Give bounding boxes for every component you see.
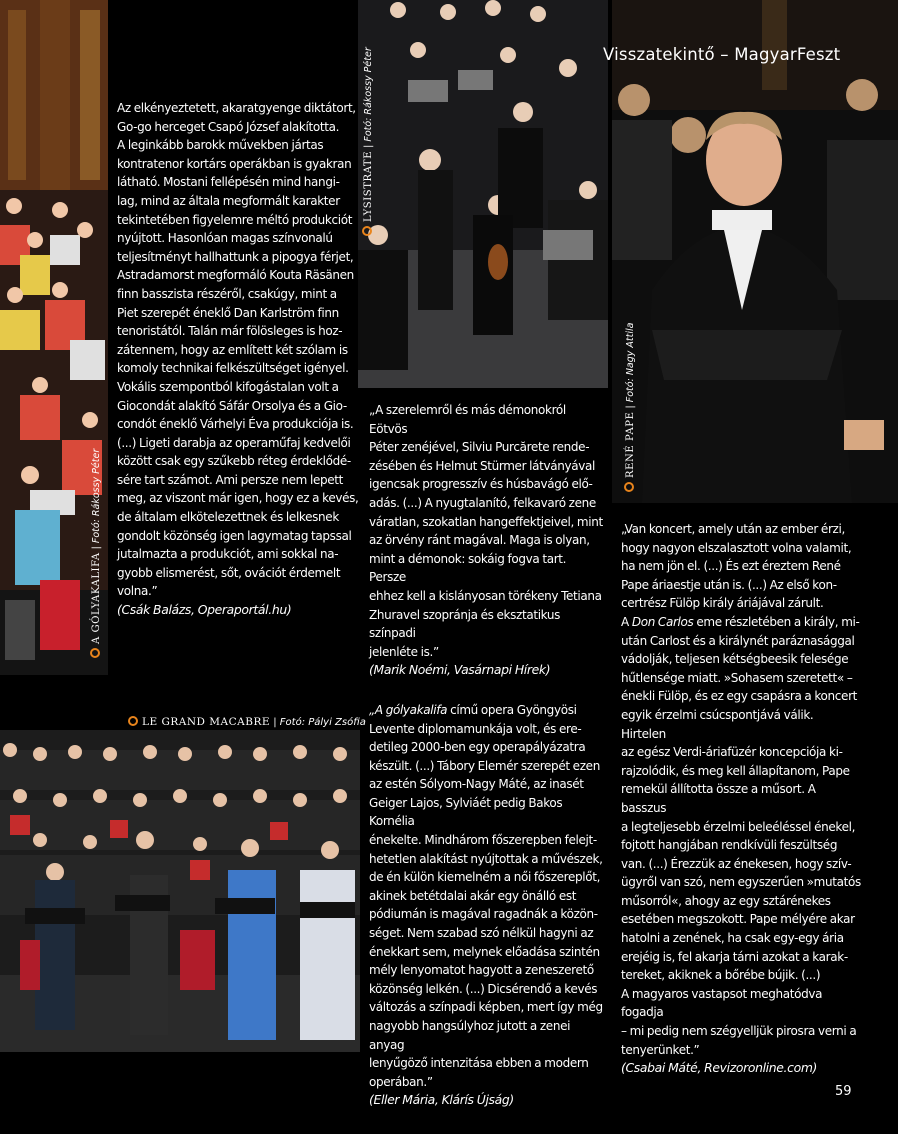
review-line: Piet szerepét éneklő Dan Karlström finn	[117, 305, 339, 320]
caption-separator: |	[270, 717, 280, 728]
photo-rene-pape	[612, 0, 898, 503]
review-line: után Carlost és a királynét paráznasággal	[621, 633, 855, 648]
review-line: teljesítményt hallhattunk a pipogya férjet,	[117, 249, 354, 264]
review-line: komoly technikai felkészültséget igényel.	[117, 361, 349, 376]
review-line: fojtott hangjában rendkívüli feszültség	[621, 838, 838, 853]
review-line: Az elkényeztetett, akaratgyenge diktátort,	[117, 101, 356, 115]
review-line: készült. (...) Tábory Elemér szerepét ezen	[369, 758, 600, 773]
review-line: Levente diplomamunkája volt, és ere-	[369, 721, 582, 736]
review-line: detileg 2000-ben egy operapályázatra	[369, 740, 586, 755]
review-line: „Van koncert, amely után az ember érzi,	[621, 522, 845, 536]
caption-bullet-icon	[362, 226, 372, 236]
review-line: váratlan, szokatlan hangeffektjeivel, mint	[369, 514, 603, 529]
review-line: Vokális szempontból kifogástalan volt a	[117, 379, 339, 394]
review-line: Pape áriaestje után is. (...) Az első kon-	[621, 577, 837, 592]
review-line: mély lenyomatot hagyott a zeneszerető	[369, 963, 594, 978]
review-line: Go-go herceget Csapó József alakította.	[117, 119, 340, 134]
review-line: igencsak progresszív és húsbavágó elő-	[369, 477, 593, 492]
review-line: ügyről van szó, nem egyszerűen »mutatós	[621, 875, 861, 890]
review-line: volna.”	[117, 584, 158, 599]
review-line: „A gólyakalifa című opera Gyöngyösi	[369, 702, 577, 717]
review-line: – mi pedig nem szégyelljük pirosra verni a	[621, 1024, 857, 1039]
review-line: nyújtott. Hasonlóan magas színvonalú	[117, 231, 333, 246]
caption-separator: |	[91, 543, 102, 553]
review-line: kontratenor kortárs operákban is gyakran	[117, 156, 352, 171]
page-number: 59	[835, 1084, 852, 1099]
review-line: tenoristától. Talán már fölösleges is hoz-	[117, 324, 343, 339]
caption-bullet-icon	[624, 482, 634, 492]
review-line: condót éneklő Várhelyi Éva produkciója is.	[117, 417, 354, 432]
review-line: nagyobb hangsúlyhoz jutott a zenei anyag	[369, 1019, 571, 1052]
review-line: A Don Carlos eme részletében a király, mi-	[621, 614, 860, 629]
caption-title: A GÓLYAKALIFA	[91, 552, 102, 644]
caption-credit: Fotó: Pályi Zsófia	[279, 717, 366, 728]
review-line: Péter zenéjével, Silviu Purcărete rende-	[369, 440, 590, 455]
photo-le-grand-macabre	[0, 730, 360, 1052]
review-line: hogy nagyon elszalasztott volna valamit,	[621, 540, 852, 555]
review-line: lenyűgöző intenzitása ebben a modern	[369, 1056, 589, 1071]
caption-credit: Fotó: Nagy Attila	[625, 322, 636, 403]
review-line: énekelte. Mindhárom főszerepben felejt-	[369, 833, 597, 848]
caption-golyakalifa	[90, 449, 102, 658]
caption-bullet-icon	[90, 648, 100, 658]
review-source: (Csák Balázs, Operaportál.hu)	[117, 602, 292, 618]
caption-le-grand-macabre	[128, 716, 366, 728]
caption-separator: |	[625, 402, 636, 412]
review-line: rajzolódik, és meg kell állapítanom, Pape	[621, 763, 850, 778]
review-line: remekül állította össze a műsort. A basszus	[621, 782, 816, 815]
review-line: egyik érzelmi csúcspontjává válik. Hirtelen	[621, 707, 814, 741]
review-line: énekli Fülöp, és ez egy csapásra a koncert	[621, 689, 858, 704]
review-line: meg, az viszont már igen, hogy ez a kevés,	[117, 491, 359, 506]
review-line: „A szerelemről és más démonokról Eötvös	[369, 403, 566, 436]
review-line: énekkart sem, melynek előadása szintén	[369, 944, 600, 959]
review-line: az estén Sólyom-Nagy Máté, az inasét	[369, 777, 584, 792]
review-source: (Eller Mária, Klárís Újság)	[369, 1092, 514, 1108]
review-line: mint a démonok: sokáig fogva tart. Persze	[369, 551, 567, 585]
review-line: zátennem, hogy az említett két szólam is	[117, 342, 348, 357]
review-line: közönség lelkén. (...) Dicsérendő a kevés	[369, 981, 598, 996]
review-source: (Csabai Máté, Revizoronline.com)	[621, 1060, 818, 1076]
review-line: Geiger Lajos, Sylviáét pedig Bakos Kornélia	[369, 795, 563, 829]
review-line: tenyerünket.”	[621, 1042, 700, 1057]
review-line: látható. Mostani fellépésén mind hangi-	[117, 175, 340, 190]
review-line: vádolják, teljesen kétségbeesik felesége	[621, 652, 849, 667]
review-line: ha nem jön el. (...) És ezt éreztem René	[621, 559, 841, 574]
caption-bullet-icon	[128, 716, 138, 726]
review-line: A magyaros vastapsot meghatódva fogadja	[621, 986, 823, 1020]
review-line: de én külön kiemelném a női főszereplőt,	[369, 870, 601, 885]
caption-title: RENÉ PAPE	[625, 411, 636, 478]
caption-rene-pape	[624, 323, 636, 492]
review-line: gyobb elismerést, sőt, ovációt érdemelt	[117, 565, 341, 580]
review-line: erejéig is, fel akarja tárni azokat a karak-	[621, 949, 848, 964]
caption-lysistrate	[362, 47, 374, 236]
review-line: zésében és Helmut Stürmer látványával	[369, 458, 595, 473]
review-source: (Marik Noémi, Vasárnapi Hírek)	[369, 662, 551, 678]
review-line: A leginkább barokk művekben jártas	[117, 138, 324, 153]
review-line: lag, mind az általa megformált karakter	[117, 193, 340, 208]
caption-title: LYSISTRATE	[363, 150, 374, 222]
review-line: jutalmazta a produkciót, ami sokkal na-	[117, 547, 339, 562]
review-line: adás. (...) A nyugtalanító, felkavaró zene	[369, 495, 596, 510]
caption-separator: |	[363, 141, 374, 151]
review-work-title: Don Carlos	[631, 614, 694, 629]
review-line: de általam elkötelezettnek és lelkesnek	[117, 510, 339, 525]
review-line: az örvény ránt magával. Maga is olyan,	[369, 533, 590, 548]
review-column-3	[621, 520, 861, 1078]
review-line: séget. Nem szabad szó nélkül hagyni az	[369, 926, 594, 941]
review-line: operában.”	[369, 1074, 433, 1089]
review-column-2	[369, 401, 603, 1110]
review-line: az egész Verdi-áriafüzér koncepciója ki-	[621, 745, 843, 760]
review-work-title: „A gólyakalifa	[369, 702, 448, 717]
review-line: jelenléte is.”	[369, 644, 439, 659]
review-line: hűtlensége miatt. »Sohasem szeretett« –	[621, 670, 853, 685]
review-line: hatolni a zenének, ha csak egy-egy ária	[621, 931, 844, 946]
caption-title: LE GRAND MACABRE	[142, 716, 271, 728]
caption-credit: Fotó: Rákossy Péter	[91, 448, 102, 544]
review-line: Zhuravel szopránja és eksztatikus színpadi	[369, 607, 561, 641]
review-line: között csak egy szűkebb réteg érdeklődé-	[117, 454, 351, 469]
review-line: gondolt közönség igen lagymatag tapssal	[117, 528, 352, 543]
review-line: Astradamorst megformáló Kouta Räsänen	[117, 268, 354, 283]
review-line: változás a színpadi képben, mert így még	[369, 1000, 603, 1015]
review-line: tereket, akiknek a bőrébe bújik. (...)	[621, 968, 821, 983]
section-header: Visszatekintő – MagyarFeszt	[603, 45, 841, 64]
review-line: van. (...) Érezzük az énekesen, hogy szív-	[621, 856, 852, 871]
caption-credit: Fotó: Rákossy Péter	[363, 47, 374, 142]
review-line: ehhez kell a kislányosan törékeny Tetiana	[369, 588, 602, 603]
review-line: hetetlen alakítást nyújtottak a művészek,	[369, 851, 603, 866]
review-line: (...) Ligeti darabja az operaműfaj kedvelői	[117, 435, 351, 450]
review-line: esetében megszokott. Pape mélyére akar	[621, 912, 855, 927]
review-line: tekintetében figyelemre méltó produkciót	[117, 212, 353, 227]
review-line: sére tart számot. Ami persze nem lepett	[117, 472, 343, 487]
review-line: akinek betétdalai akár egy önálló est	[369, 888, 577, 903]
review-line: certrész Fülöp király áriájával zárult.	[621, 596, 824, 611]
review-line: műsorról«, ahogy az egy sztárénekes	[621, 893, 831, 908]
review-column-1	[117, 99, 359, 620]
review-line: pódiumán is magával ragadnák a közön-	[369, 907, 598, 922]
photo-lysistrate-orchestra	[358, 0, 608, 388]
review-line: finn basszista részéről, csakúgy, mint a	[117, 286, 337, 301]
review-line: Giocondát alakító Sáfár Orsolya és a Gio-	[117, 398, 347, 413]
review-line: a legteljesebb érzelmi beleéléssel énekel,	[621, 819, 856, 834]
